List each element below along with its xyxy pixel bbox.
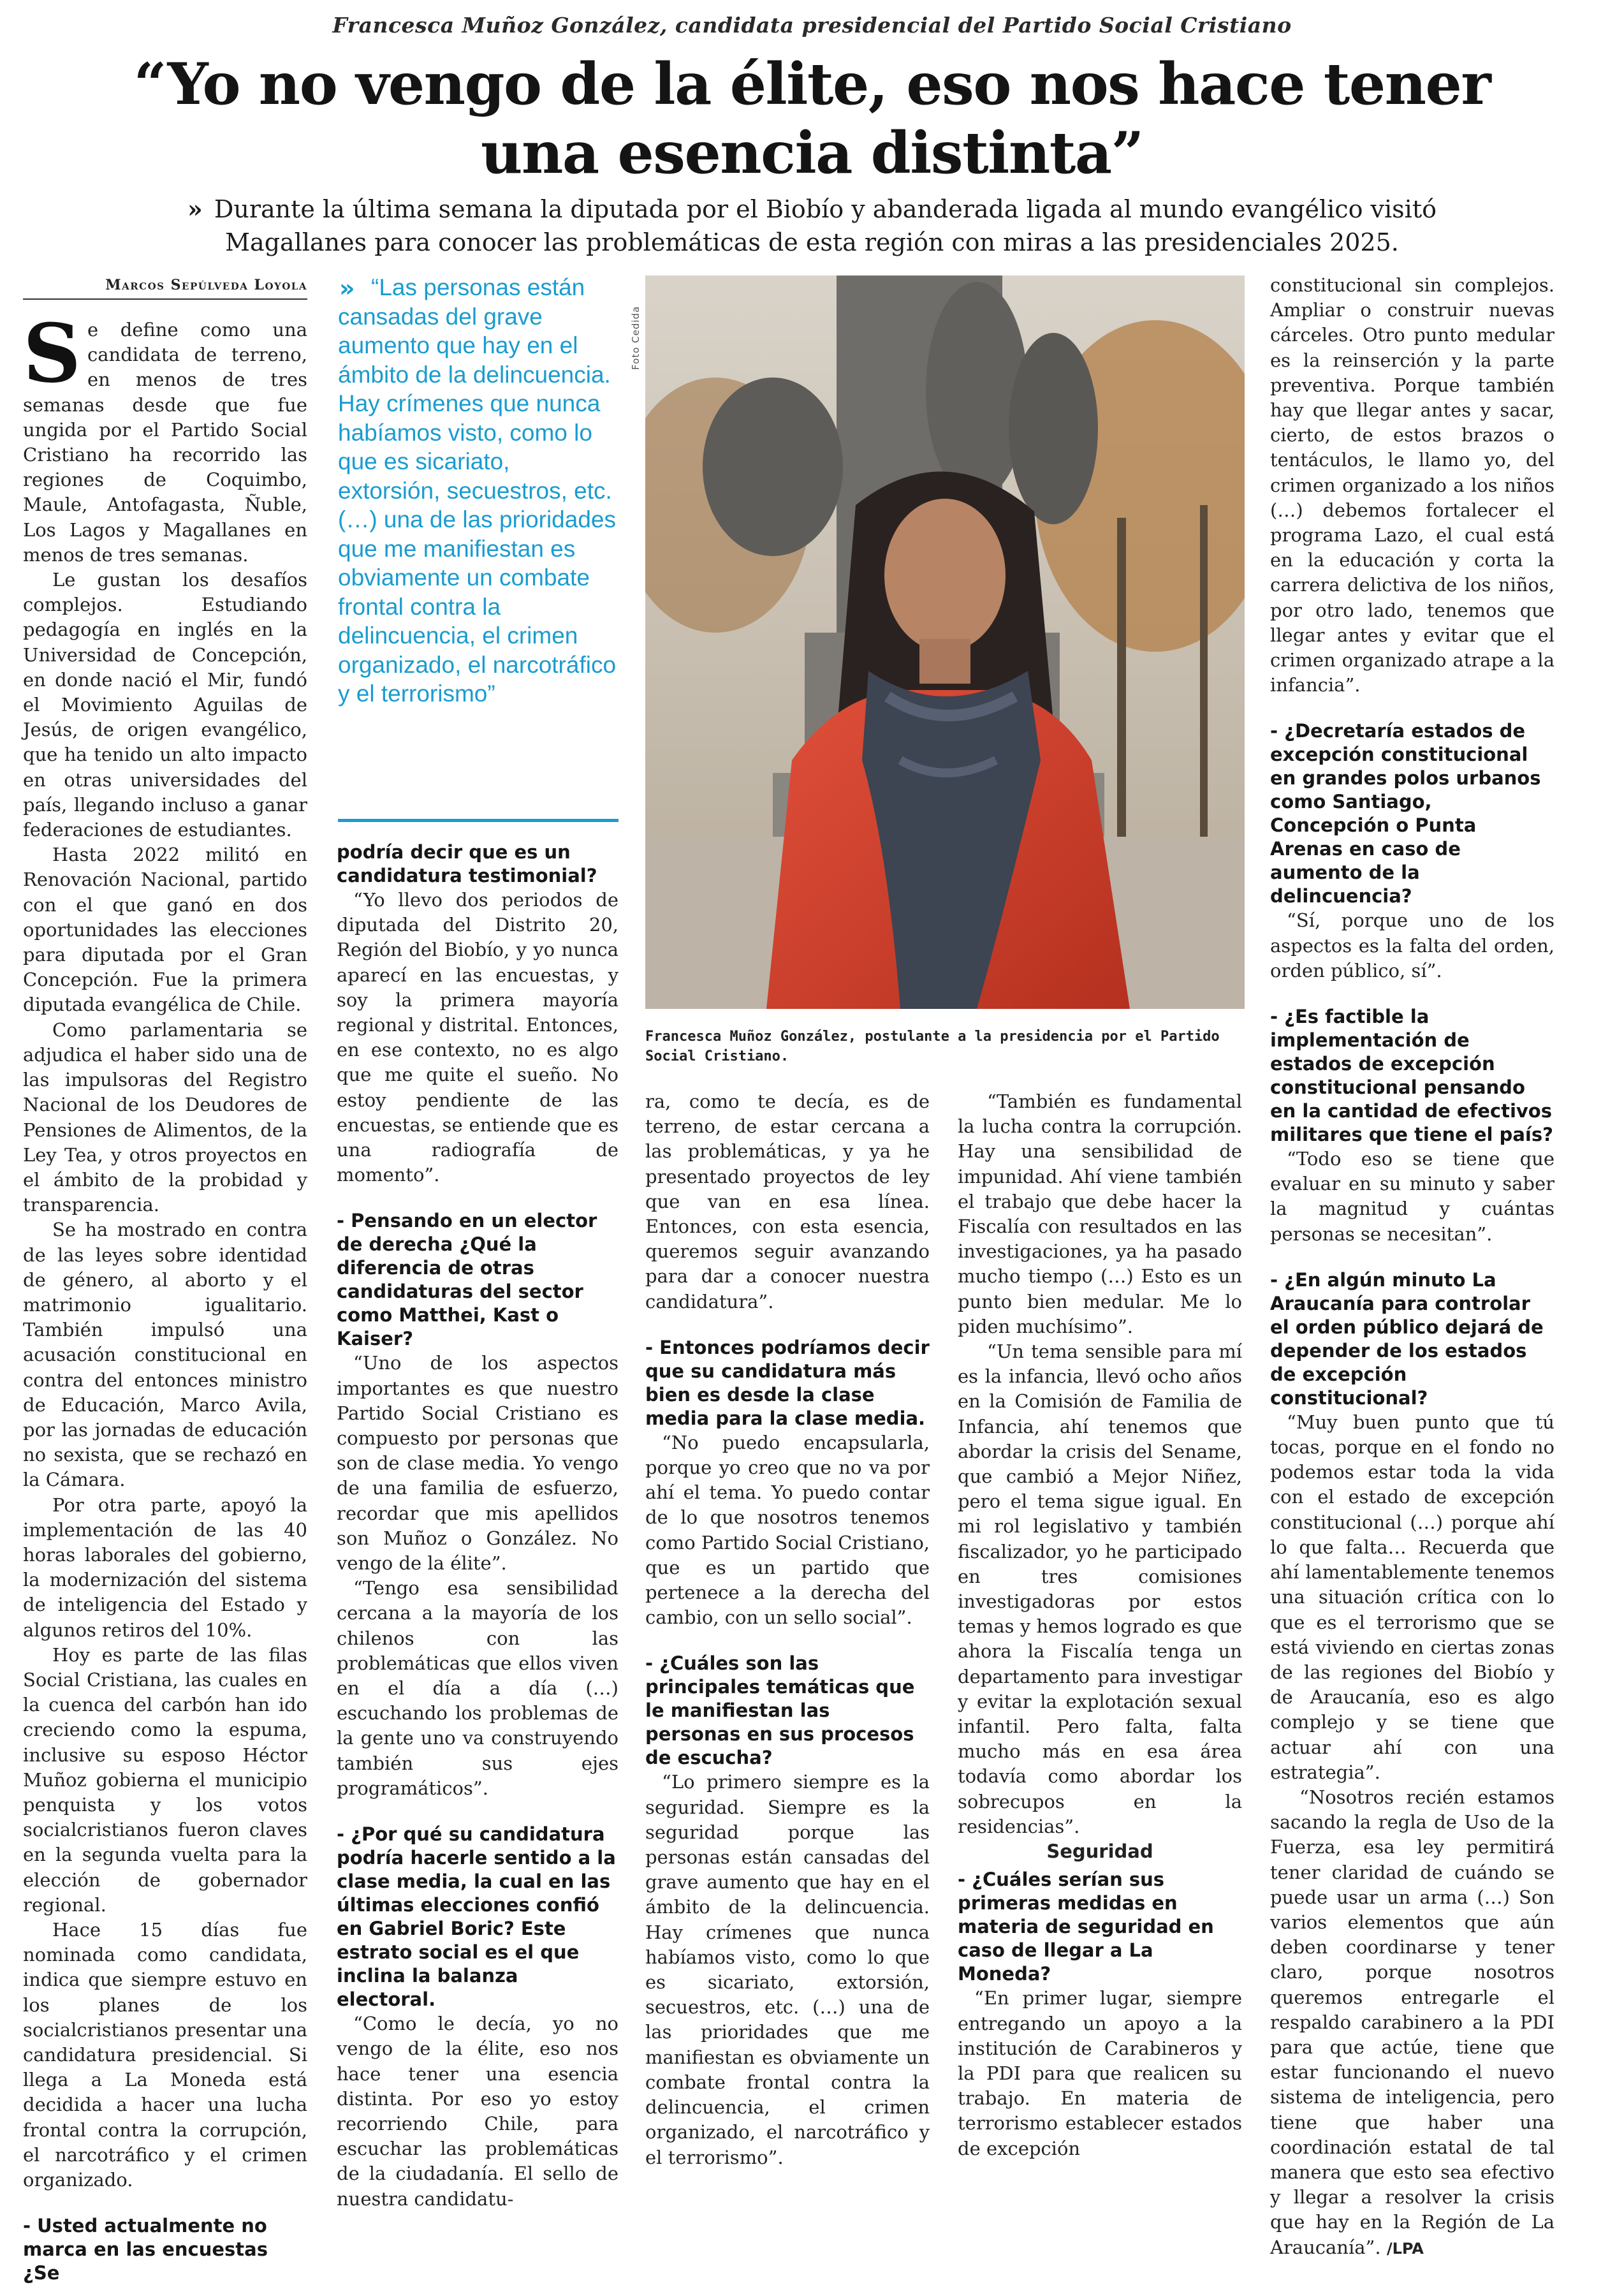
deck-arrow-icon: » [187, 195, 203, 223]
kicker: Francesca Muñoz González, candidata presidencial del Partido Social Cristiano [332, 13, 1292, 38]
author-signature: /LPA [1386, 2239, 1424, 2258]
interview-answer: “Como le decía, yo no vengo de la élite, eso nos hace tener una esencia distinta. Por eso yo estoy recorriendo Chile, para escuchar las problemáticas de la ciudadanía. El sello de nuestra candidatu- [337, 2013, 618, 2210]
lead-paragraph: Se define como una candidata de terreno, en menos de tres semanas desde que fue ungida por el Partido Social Cristiano ha recorrido las regiones de Coquimbo, Maule, Antofagasta, Ñuble, Los Lagos y Magallanes en menos de tres semanas. [23, 306, 307, 566]
photo-credit: Foto Cedida [630, 305, 641, 370]
interview-answer: “Todo eso se tiene que evaluar en su minuto y saber la magnitud y cuántas personas se necesitan”. [1270, 1148, 1555, 1245]
interview-answer: “Sí, porque uno de los aspectos es la falta del orden, orden público, sí”. [1270, 909, 1555, 981]
body-paragraph: Por otra parte, apoyó la implementación de las 40 horas laborales del gobierno, la modernización del sistema de inteligencia del Estado y algunos retiros del 10%. [23, 1494, 307, 1641]
deck [179, 193, 1445, 259]
interview-question: podría decir que es un candidatura testimonial? [337, 841, 597, 886]
interview-answer: ra, como te decía, es de terreno, de estar cercana a las problemáticas, y ya he presentado proyectos de ley que van en esa línea. Entonces, con esta esencia, queremos seguir avanzando para dar a conocer nuestra candidatura”. [645, 1091, 930, 1312]
interview-question: - ¿Es factible la implementación de estados de excepción constitucional pensando en la cantidad de efectivos militares que tiene el país? [1270, 1006, 1553, 1146]
interview-answer: constitucional sin complejos. Ampliar o construir nuevas cárceles. Otro punto medular es la reinserción y la parte preventiva. Porque también hay que llegar antes y sacar, cierto, de estos brazos o tentáculos, le llamo yo, del crimen organizado a los niños (…) debemos fortalecer el programa Lazo, el cual está en la educación y corta la carrera delictiva de los niños, por otro lado, tenemos que llegar antes y evitar que el crimen organizado atrape a la infancia”. [1270, 274, 1555, 696]
interview-answer: “También es fundamental la lucha contra la corrupción. Hay una sensibilidad de impunidad. Ahí viene también el trabajo que debe hacer la Fiscalía con resultados en las investigaciones, ya ha pasado mucho tiempo (…) Esto es un punto bien medular. Me lo piden muchísimo”. [958, 1091, 1242, 1337]
interview-question: - ¿Por qué su candidatura podría hacerle sentido a la clase media, la cual en las últimas elecciones confió en Gabriel Boric? Este estrato social es el que inclina la balanza electoral. [337, 1823, 616, 2011]
interview-question: - ¿En algún minuto La Araucanía para controlar el orden público dejará de depender de los estados de excepción constitucional? [1270, 1268, 1544, 1409]
interview-question: - ¿Cuáles son las principales temáticas que le manifiestan las personas en sus procesos de escucha? [645, 1652, 915, 1769]
drop-cap: S [23, 306, 81, 400]
interview-answer-final: “Nosotros recién estamos sacando la regla de Uso de la Fuerza, esa ley permitirá tener claridad de cuándo se puede usar un arma (…) Son varios elementos que aún deben coordinarse y tener claro, porque nosotros queremos entregarle el respaldo carabinero a la PDI para que actúe, tiene que estar funcionando el nuevo sistema de inteligencia, pero tiene que haber una coordinación estatal de tal manera que esto sea efectivo y llegar a resolver la crisis que hay en la Región de La Araucanía”. /LPA [1270, 1786, 1555, 2258]
byline: Marcos Sepúlveda Loyola [105, 277, 307, 293]
body-paragraph: Como parlamentaria se adjudica el haber sido una de las impulsoras del Registro Nacional de los Deudores de Pensiones de Alimentos, de la Ley Tea, y otros proyectos en el ámbito de la probidad y transparencia. [23, 1018, 307, 1216]
byline-rule [23, 298, 307, 300]
interview-question: - Usted actualmente no marca en las encuestas ¿Se [23, 2215, 268, 2284]
body-paragraph: Hace 15 días fue nominada como candidata, indica que siempre estuvo en los planes de los socialcristianos presentar una candidatura presidencial. Si llega a La Moneda está decidida a hacer una lucha frontal contra la corrupción, el narcotráfico y el crimen organizado. [23, 1919, 307, 2191]
interview-answer: “Uno de los aspectos importantes es que nuestro Partido Social Cristiano es compuesto por personas que son de clase media. Yo vengo de una familia de esfuerzo, recordar que mis apellidos son Muñoz o González. No vengo de la élite”. [337, 1352, 618, 1575]
column-4 [958, 1089, 1242, 2161]
deck-text: Durante la última semana la diputada por el Biobío y abanderada ligada al mundo evangélico visitó Magallanes para conocer las problemáticas de esta región con miras a las presidenciales 2025. [214, 195, 1437, 256]
interview-question: - Entonces podríamos decir que su candidatura más bien es desde la clase media para la clase media. [645, 1336, 930, 1429]
pullquote-rule [338, 819, 618, 822]
interview-answer: “Muy buen punto que tú tocas, porque en el fondo no podemos estar toda la vida con el estado de excepción constitucional (…) porque ahí lo que falta… Recuerda que ahí lamentablemente tenemos una situación crítica con lo que es el terrorismo que se está viviendo en ciertas zonas de las regiones del Biobío y de Araucanía, eso es algo complejo y se tiene que actuar ahí con una estrategia”. [1270, 1411, 1555, 1783]
portrait-illustration [645, 276, 1245, 1009]
column-1 [23, 306, 307, 2285]
column-3 [645, 1089, 930, 2170]
photo-caption: Francesca Muñoz González, postulante a la presidencia por el Partido Social Cristiano. [645, 1029, 1220, 1064]
interview-answer: “Tengo esa sensibilidad cercana a la mayoría de los chilenos con las problemáticas que ellos viven en el día a día (…) escuchando los problemas de la gente uno va construyendo también sus ejes programáticos”. [337, 1577, 618, 1799]
pull-quote: “Las personas están cansadas del grave aumento que hay en el ámbito de la delincuencia. Hay crímenes que nunca habíamos visto, como lo que es sicariato, extorsión, secuestros, etc. (…) una de las prioridades que me manifiestan es obviamente un combate frontal contra la delincuencia, el crimen organizado, el narcotráfico y el terrorismo” [338, 274, 617, 707]
interview-answer: “En primer lugar, siempre entregando un apoyo a la institución de Carabineros y la PDI para que realicen su trabajo. En materia de terrorismo establecer estados de excepción [958, 1987, 1242, 2159]
body-paragraph: Hasta 2022 militó en Renovación Nacional, partido con el que ganó en dos oportunidades las elecciones para diputada por el Gran Concepción. Fue la primera diputada evangélica de Chile. [23, 844, 307, 1016]
column-5 [1270, 273, 1555, 2261]
interview-question: - ¿Cuáles serían sus primeras medidas en materia de seguridad en caso de llegar a La Moneda? [958, 1869, 1214, 1985]
portrait-photo [645, 276, 1245, 1009]
body-paragraph: Hoy es parte de las filas Social Cristiana, las cuales en la cuenca del carbón han ido creciendo como la espuma, inclusive su esposo Héctor Muñoz gobierna el municipio penquista y los votos socialcristianos fueron claves en la segunda vuelta para la elección de gobernador regional. [23, 1643, 307, 1916]
headline: “Yo no vengo de la élite, eso nos hace tener una esencia distinta” [133, 50, 1491, 187]
body-paragraph: Se ha mostrado en contra de las leyes sobre identidad de género, al aborto y el matrimonio igualitario. También impulsó una acusación constitucional en contra del entonces ministro de Educación, Marco Avila, por las jornadas de educación no sexista, que se rechazó en la Cámara. [23, 1219, 307, 1491]
section-subhead: Seguridad [1046, 1840, 1153, 1863]
interview-answer: “Yo llevo dos periodos de diputada del Distrito 20, Región del Biobío, y yo nunca aparecí en las encuestas, y soy la primera mayoría regional y distrital. Entonces, en ese contexto, no es algo que me quite el sueño. No estoy pendiente de las encuestas, se entiende que es una radiografía de momento”. [337, 889, 618, 1186]
interview-answer: “No puedo encapsularla, porque yo creo que no va por ahí el tema. Yo puedo contar de lo que nosotros tenemos como Partido Social Cristiano, que es un partido que pertenece a la derecha del cambio, con un sello social”. [645, 1431, 930, 1629]
interview-answer: “Lo primero siempre es la seguridad. Siempre es la seguridad porque las personas están cansadas del grave aumento que hay en el ámbito de la delincuencia. Hay crímenes que nunca habíamos visto, como lo que es sicariato, extorsión, secuestros, etc. (…) una de las prioridades que me manifiestan es obviamente un combate frontal contra la delincuencia, el crimen organizado, el narcotráfico y el terrorismo”. [645, 1771, 930, 2168]
interview-answer: “Un tema sensible para mí es la infancia, llevó ocho años en la Comisión de Familia de Infancia, ahí tenemos que abordar la crisis del Sename, que cambió a Mejor Niñez, pero el tema sigue igual. En mi rol legislativo y también fiscalizador, yo he participado en tres comisiones investigadoras por estos temas y hemos logrado es que ahora la Fiscalía tenga un departamento para investigar y evitar la explotación sexual infantil. Pero falta, falta mucho más en esa área todavía como abordar los sobrecupos en la residencias”. [958, 1341, 1242, 1837]
interview-question: - Pensando en un elector de derecha ¿Qué la diferencia de otras candidaturas del sector como Matthei, Kast o Kaiser? [337, 1210, 597, 1350]
body-paragraph: Le gustan los desafíos complejos. Estudiando pedagogía en inglés en la Universidad de Concepción, en donde nació el Mir, fundó el Movimiento Aguilas de Jesús, de origen evangélico, que ha tenido un alto impacto en otras universidades del país, llegando incluso a ganar federaciones de estudiantes. [23, 569, 307, 841]
column-2 [337, 841, 618, 2212]
pullquote-arrow-icon: » [339, 274, 355, 302]
interview-question: - ¿Decretaría estados de excepción constitucional en grandes polos urbanos como Santiago, Concepción o Punta Arenas en caso de aumento de la delincuencia? [1270, 720, 1541, 907]
